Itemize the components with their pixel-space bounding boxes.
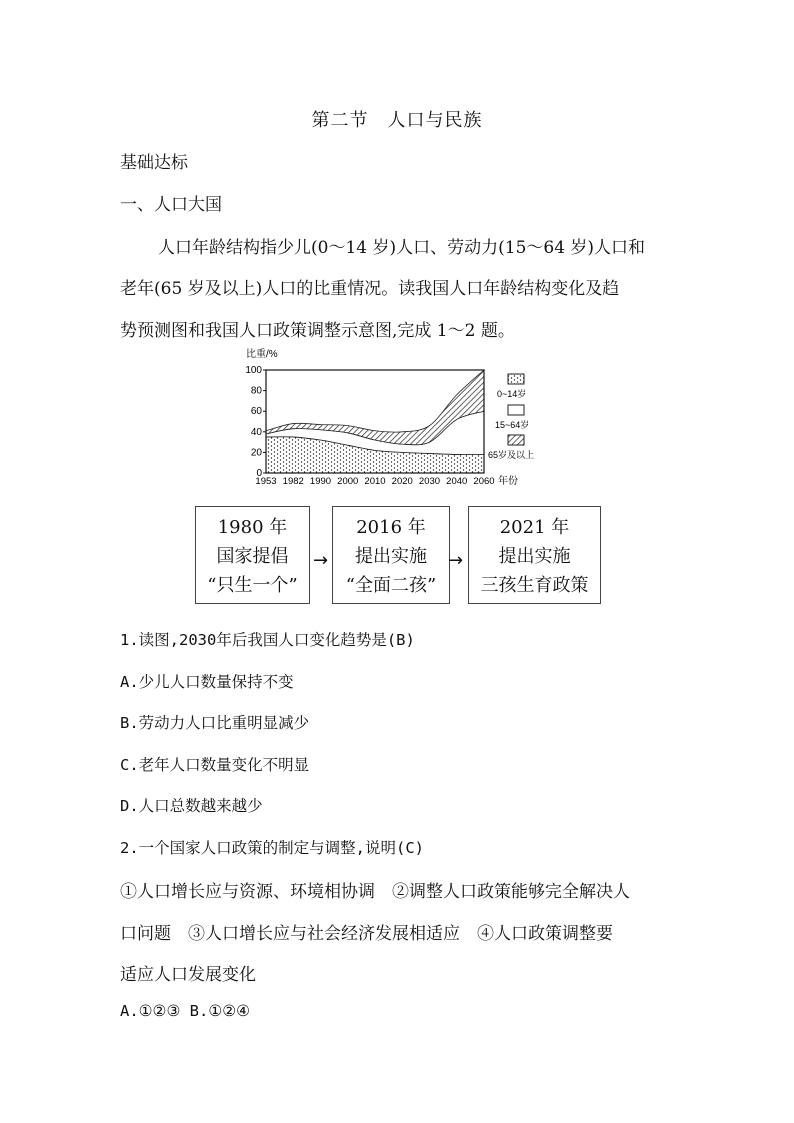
y-axis-label: 比重/% [246,349,278,360]
question-2-statement: ①人口增长应与资源、环境相协调 ②调整人口政策能够完全解决人 [120,882,630,902]
subsection-heading: 一、人口大国 [120,195,222,215]
arrow-icon: → [448,550,464,571]
legend-label-0-14: 0~14岁 [497,389,527,399]
intro-line-1: 人口年龄结构指少儿(0～14 岁)人口、劳动力(15～64 岁)人口和 [158,238,646,258]
intro-line-3: 势预测图和我国人口政策调整示意图,完成 1～2 题。 [120,321,515,341]
x-tick-label: 2040 [446,476,468,487]
arrow-icon: → [313,550,329,571]
policy-box-1980 [195,506,310,604]
x-tick-label: 1953 [255,476,277,487]
question-1-stem: 1.读图,2030年后我国人口变化趋势是(B) [120,631,415,649]
policy-box-2016 [332,506,450,604]
y-tick-label: 60 [250,406,262,418]
question-1-option-a: A.少儿人口数量保持不变 [120,673,294,691]
x-tick-label: 2060 [473,476,495,487]
question-2-statement: 适应人口发展变化 [120,965,256,985]
legend-swatch-0-14 [508,374,524,384]
policy-line: 提出实施 [355,545,427,567]
legend-label-65-plus: 65岁及以上 [488,450,535,460]
policy-line: “全面二孩” [345,575,437,597]
policy-year: 1980 年 [217,516,288,538]
section-heading: 基础达标 [120,153,188,173]
question-1-option-c: C.老年人口数量变化不明显 [120,756,310,774]
question-2-options: A.①②③ B.①②④ [120,1002,251,1020]
y-tick-label: 0 [256,468,262,479]
question-2-statement: 口问题 ③人口增长应与社会经济发展相适应 ④人口政策调整要 [120,924,613,944]
x-tick-label: 2010 [364,476,386,487]
question-1-option-d: D.人口总数越来越少 [120,797,263,815]
y-tick-label: 40 [250,426,262,438]
policy-line: 国家提倡 [216,545,289,567]
legend-swatch-15-64 [508,405,524,415]
policy-line: “只生一个” [207,575,298,597]
page-title: 第二节 人口与民族 [311,110,483,131]
x-tick-label: 2030 [418,476,441,487]
y-tick-label: 80 [250,385,262,397]
x-tick-label: 1982 [282,476,304,487]
question-1-option-b: B.劳动力人口比重明显减少 [120,714,310,732]
legend-label-15-64: 15~64岁 [495,420,530,430]
policy-box-2021 [468,506,601,604]
population-structure-chart [0,345,794,495]
intro-line-2: 老年(65 岁及以上)人口的比重情况。读我国人口年龄结构变化及趋 [120,279,620,299]
policy-year: 2021 年 [499,516,570,538]
x-axis-label: 年份 [498,476,518,487]
x-tick-label: 2020 [391,476,413,487]
question-2-stem: 2.一个国家人口政策的制定与调整,说明(C) [120,839,424,857]
policy-year: 2016 年 [356,516,426,538]
x-tick-label: 2000 [337,476,359,487]
y-tick-label: 100 [245,365,262,376]
legend-swatch-65-plus [508,435,524,445]
y-tick-label: 20 [250,447,262,459]
x-tick-label: 1990 [309,476,332,487]
policy-line: 提出实施 [498,545,571,567]
policy-line: 三孩生育政策 [480,575,589,597]
